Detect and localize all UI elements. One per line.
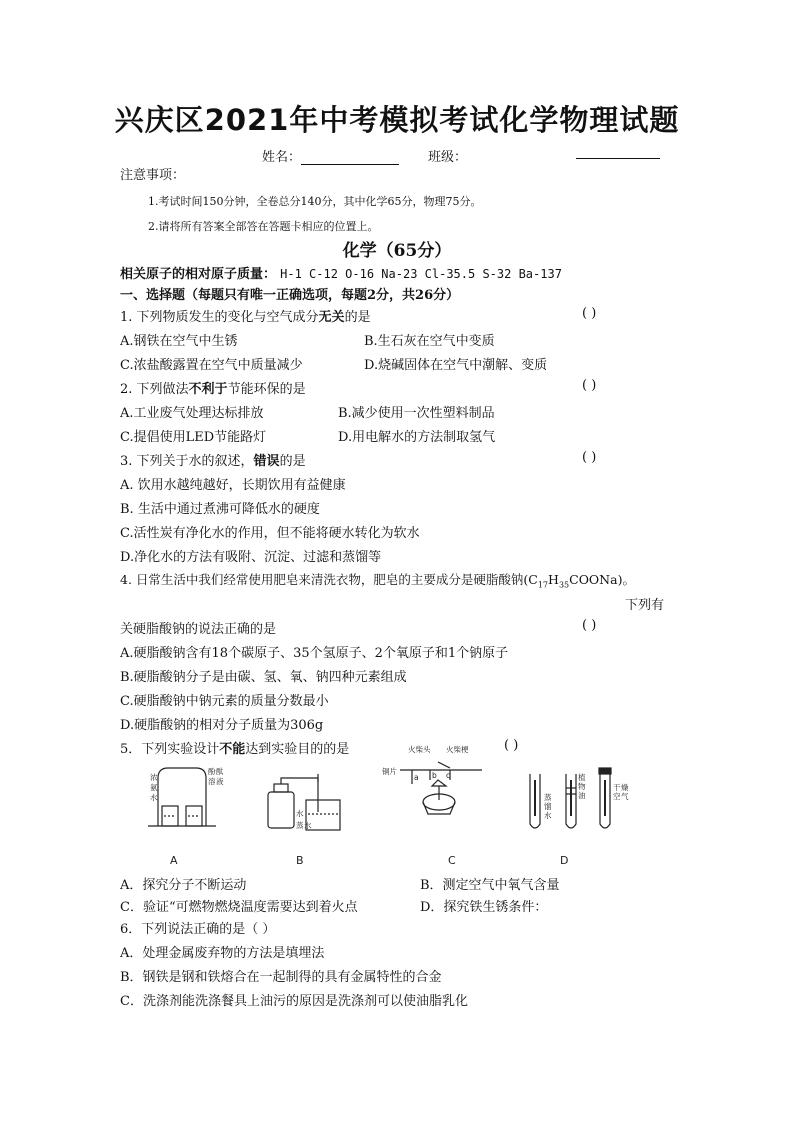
class-field [428,146,467,165]
notice-item-1: 1.考试时间150分钟，全卷总分140分，其中化学65分，物理75分。 [148,195,482,208]
q2-option-c: C.提倡使用LED节能路灯 [120,430,267,445]
fig-a-label-7: 液 [216,777,224,786]
q3-stem [120,450,306,469]
atomic-mass-label: 相关原子的相对原子质量： [120,267,277,282]
name-label: 姓名： [262,150,302,165]
q5-option-b: B．测定空气中氧气含量 [420,878,560,893]
q1-option-b: B.生石灰在空气中变质 [364,334,495,349]
q1-stem-emphasis: 无关 [318,310,345,325]
fig-label-a: A [170,854,178,867]
q4-stem-post: COONa)。 [569,572,635,587]
atomic-mass-values: H-1 C-12 O-16 Na-23 Cl-35.5 S-32 Ba-137 [280,267,562,281]
q4-answer-blank[interactable]: ( ) [582,618,597,633]
fig-d-label-1: 植 [578,773,586,782]
q3-option-c: C.活性炭有净化水的作用，但不能将硬水转化为软水 [120,526,420,541]
q4-stem-pre: 4. 日常生活中我们经常使用肥皂来清洗衣物，肥皂的主要成分是硬脂酸钠(C [120,572,538,587]
q5-stem-pre: 5．下列实验设计 [120,742,220,757]
figure-c-copper-plate [400,762,482,814]
q2-stem [120,378,306,397]
fig-b-label-3: 水 [304,821,312,830]
fig-a-label-1: 浓 [150,773,158,782]
fig-c-label-copper: 铜片 [382,767,397,776]
q4-formula-h: H [548,572,559,587]
page-title: 兴庆区2021年中考模拟考试化学物理试题 [114,103,680,137]
q2-stem-emphasis: 不利于 [188,382,228,397]
notice-item-2: 2.请将所有答案全部答在答题卡相应的位置上。 [148,220,379,233]
q1-option-a: A.钢铁在空气中生锈 [120,334,238,349]
fig-c-label-a: a [414,773,419,782]
class-blank[interactable] [576,146,660,159]
fig-d-label-3: 油 [578,791,586,800]
fig-label-c: C [448,854,456,867]
fig-c-label-matchstick: 火柴梗 [446,745,469,754]
q4-option-d: D.硬脂酸钠的相对分子质量为306g [120,718,324,733]
fig-c-label-b: b [432,771,437,780]
class-label: 班级： [428,150,468,165]
part1-heading: 一、选择题（每题只有唯一正确选项，每题2分，共26分） [120,288,460,303]
q4-formula-sub-hydrogen: 35 [558,580,570,590]
fig-d-label-9: 空 [613,792,621,801]
q1-stem [120,306,371,325]
q4-formula-sub-carbon: 17 [537,580,549,590]
q3-stem-pre: 3. 下列关于水的叙述， [120,454,254,469]
q6-option-a: A．处理金属废弃物的方法是填埋法 [120,946,325,961]
q6-option-c: C．洗涤剂能洗涤餐具上油污的原因是洗涤剂可以使油脂乳化 [120,994,468,1009]
fig-d-label-4: 蒸 [544,793,552,802]
q6-option-b: B．钢铁是钢和铁熔合在一起制得的具有金属特性的合金 [120,970,442,985]
q5-option-c: C．验证“可燃物燃烧温度需要达到着火点 [120,900,358,915]
fig-d-label-2: 物 [578,782,586,791]
q4-option-c: C.硬脂酸钠中钠元素的质量分数最小 [120,694,329,709]
fig-a-label-3: 水 [150,793,158,802]
q2-stem-pre: 2. 下列做法 [120,382,189,397]
section-title: 化学（65分） [342,241,452,261]
q1-answer-blank[interactable]: ( ) [582,306,597,321]
q3-stem-post: 的是 [279,454,306,469]
fig-label-b: B [296,854,304,867]
q2-option-b: B.减少使用一次性塑料制品 [338,406,495,421]
q5-experiment-figure [120,740,640,870]
fig-label-d: D [560,854,569,867]
q3-answer-blank[interactable]: ( ) [582,450,597,465]
q1-option-c: C.浓盐酸露置在空气中质量减少 [120,358,303,373]
fig-d-label-10: 气 [621,792,629,801]
fig-a-label-5: 酞 [216,767,224,776]
q5-option-a: A．探究分子不断运动 [120,878,247,893]
fig-c-label-matchhead: 火柴头 [408,745,431,754]
q1-stem-post: 的是 [344,310,371,325]
fig-a-label-2: 氨 [150,783,158,792]
q2-stem-post: 节能环保的是 [227,382,306,397]
figure-a-bell-jar [148,768,216,826]
q5-stem-post: 达到实验目的的是 [245,742,350,757]
q3-option-d: D.净化水的方法有吸附、沉淀、过滤和蒸馏等 [120,550,382,565]
name-blank[interactable] [301,152,399,165]
atomic-mass-line [120,263,562,282]
q3-option-a: A. 饮用水越纯越好，长期饮用有益健康 [120,478,346,493]
q2-option-a: A.工业废气处理达标排放 [120,406,264,421]
q4-option-b: B.硬脂酸钠分子是由碳、氢、氧、钠四种元素组成 [120,670,407,685]
q2-answer-blank[interactable]: ( ) [582,378,597,393]
q2-option-d: D.用电解水的方法制取氢气 [338,430,496,445]
notice-heading: 注意事项： [120,168,186,183]
fig-c-label-c: c [446,771,451,780]
q3-stem-emphasis: 错误 [253,454,280,469]
q1-option-d: D.烧碱固体在空气中潮解、变质 [364,358,548,373]
fig-b-label-2: 蒸 [296,821,304,830]
q4-stem [120,570,635,590]
fig-b-label-1: 水 [296,809,304,818]
figure-d-test-tubes [530,768,611,828]
fig-a-label-6: 溶 [208,777,216,786]
q3-option-b: B. 生活中通过煮沸可降低水的硬度 [120,502,320,517]
q4-option-a: A.硬脂酸钠含有18个碳原子、35个氢原子、2个氧原子和1个钠原子 [120,646,509,661]
name-field [262,146,399,165]
q6-stem: 6．下列说法正确的是（ ） [120,922,276,937]
q4-stem-continued-right: 下列有 [625,598,665,613]
q5-stem-emphasis: 不能 [219,742,246,757]
fig-d-label-8: 燥 [621,783,629,792]
q4-stem-continued-left: 关硬脂酸钠的说法正确的是 [120,622,277,637]
q1-stem-pre: 1. 下列物质发生的变化与空气成分 [120,310,319,325]
fig-d-label-6: 水 [544,811,552,820]
fig-d-label-7: 干 [613,783,621,792]
q5-option-d: D．探究铁生锈条件： [420,900,548,915]
q5-answer-blank[interactable]: ( ) [504,738,519,753]
fig-a-label-4: 酚 [208,767,216,776]
fig-d-label-5: 馏 [544,802,552,811]
